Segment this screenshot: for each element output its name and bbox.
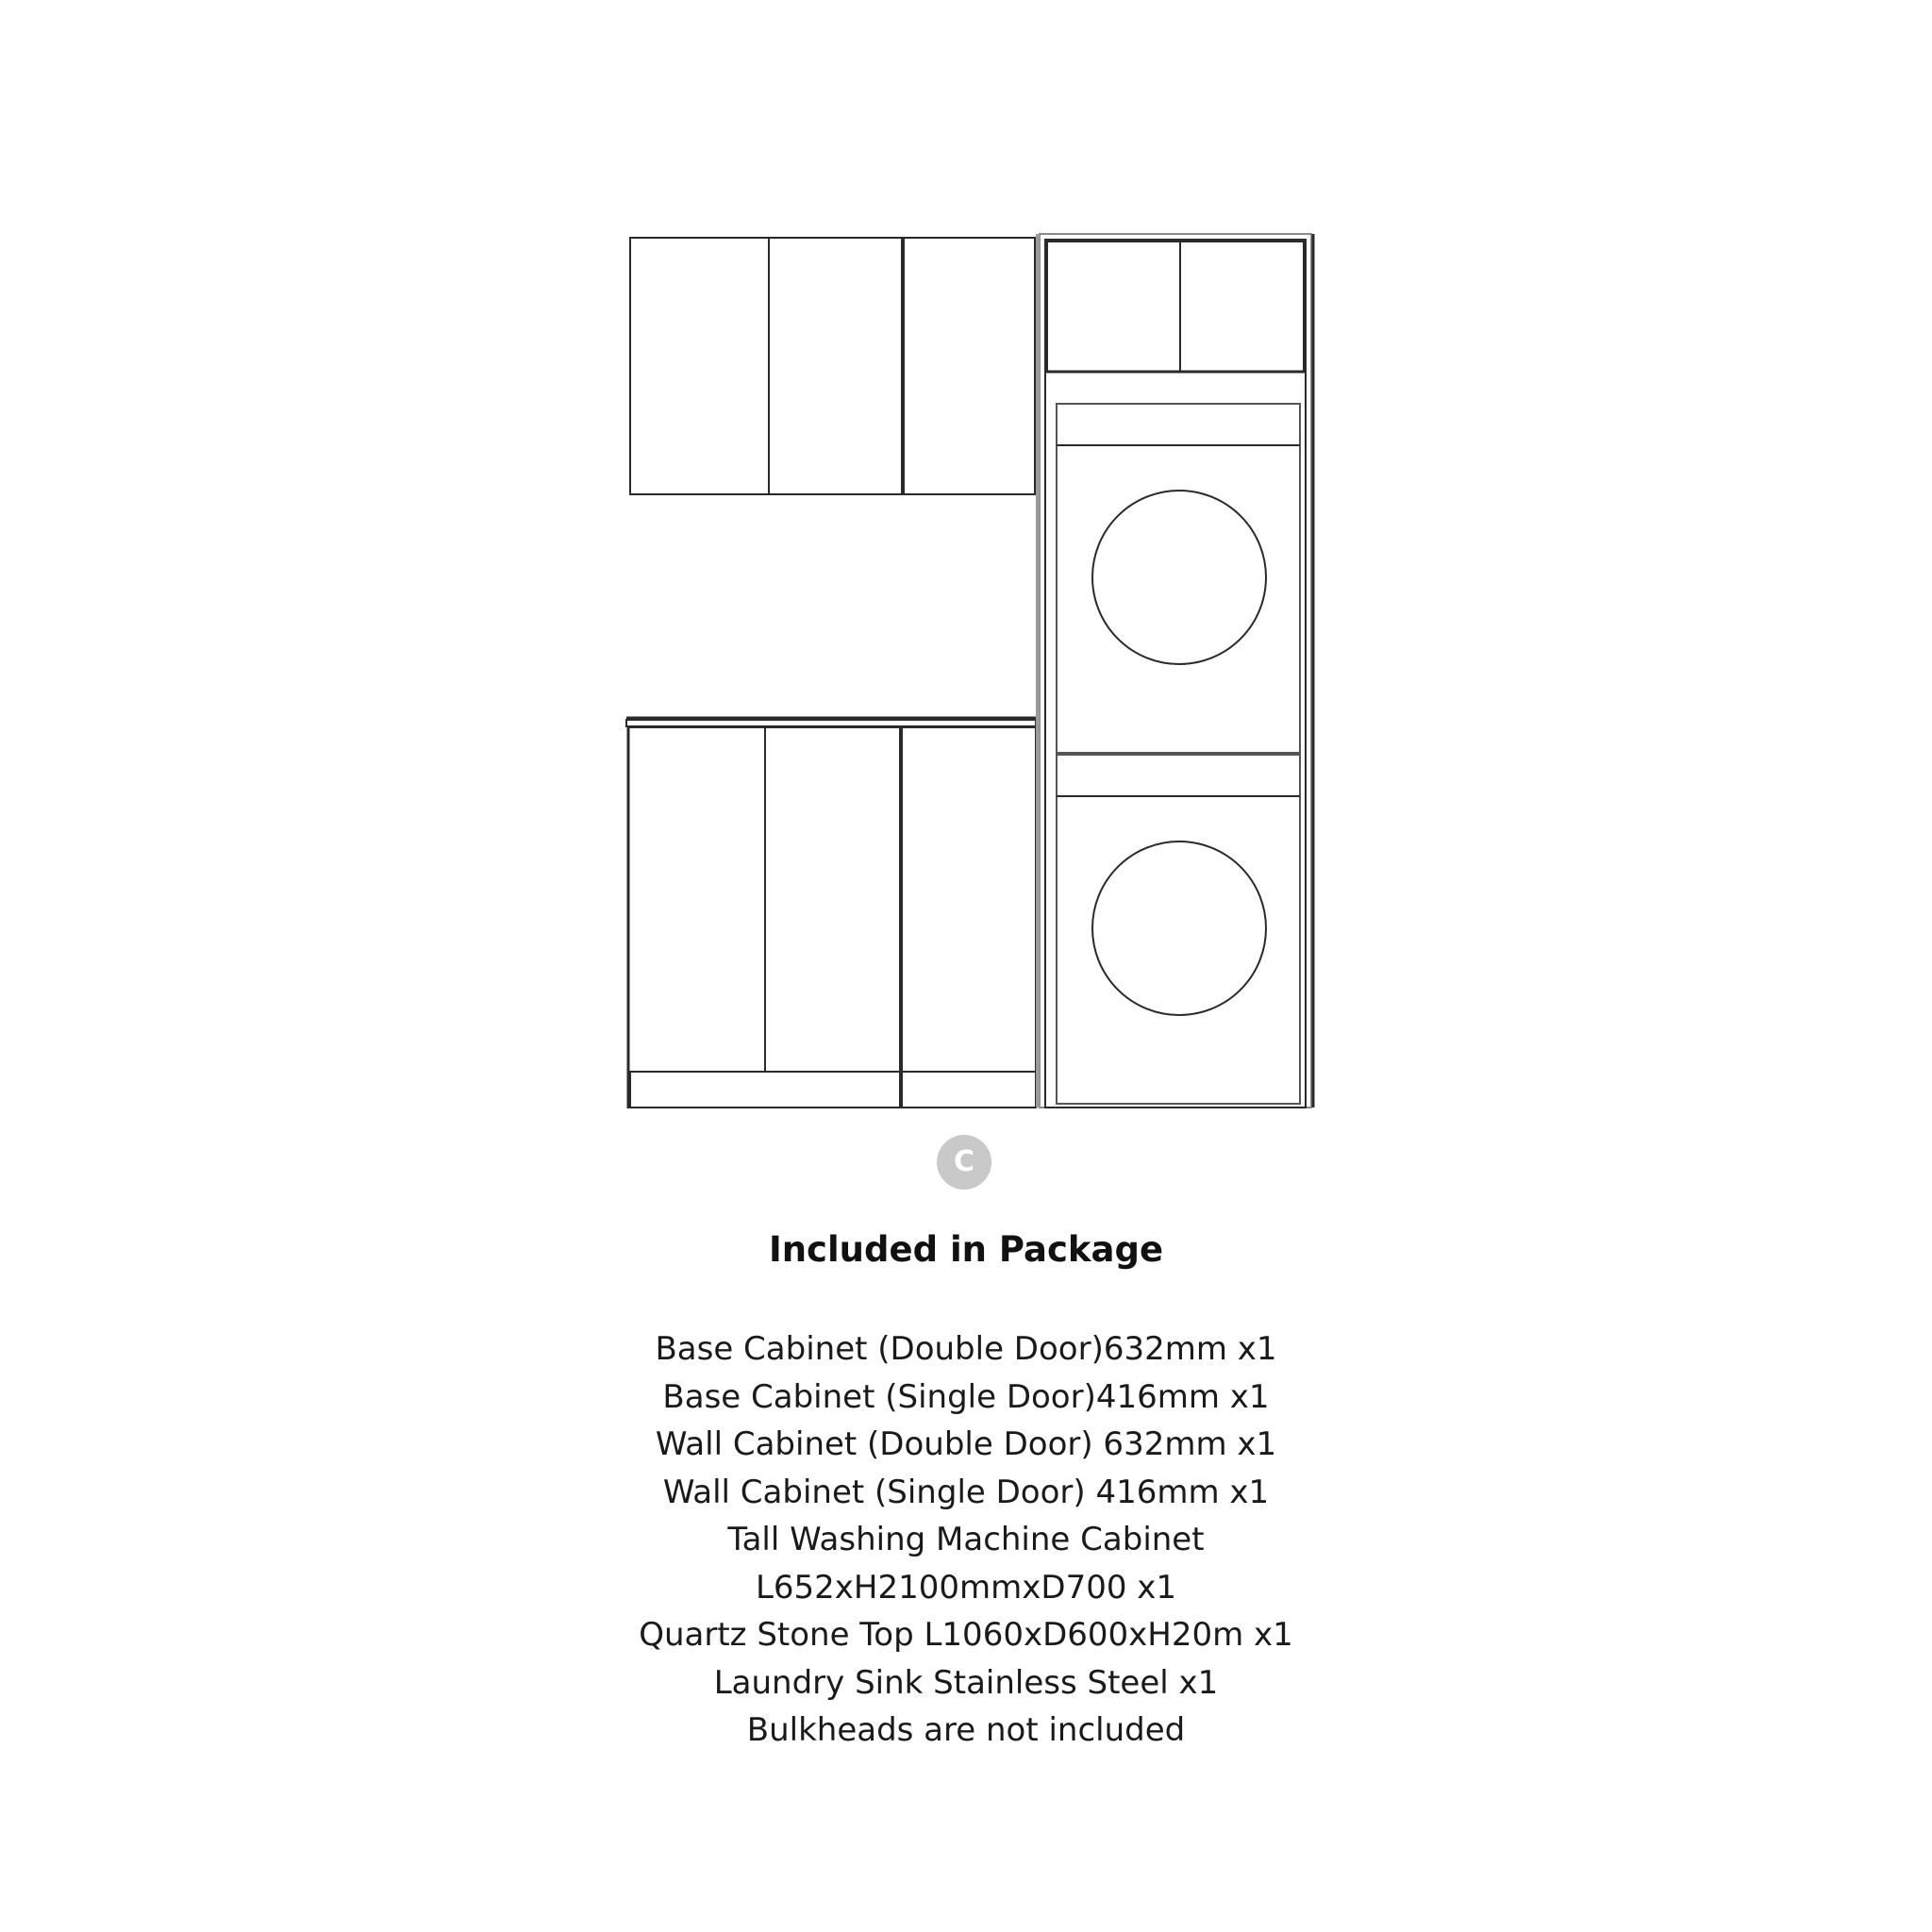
option-badge: C [937,1135,991,1190]
package-item: Tall Washing Machine Cabinet [727,1521,1205,1558]
countertop [626,720,1036,726]
wall-cabinet-door-2 [769,238,902,494]
package-item: Laundry Sink Stainless Steel x1 [713,1663,1219,1702]
wall-cabinet-door-1 [630,238,769,494]
base-cabinet-group [626,718,1036,1108]
base-cabinet-kickboard-right [902,1072,1036,1108]
package-item: Wall Cabinet (Single Door) 416mm x1 [662,1473,1270,1511]
wall-cabinet-door-3 [904,238,1035,494]
tall-cabinet-top-door-right [1180,242,1304,372]
package-item: Bulkheads are not included [746,1711,1186,1749]
washer-door [1092,841,1266,1015]
package-item: Wall Cabinet (Double Door) 632mm x1 [655,1425,1277,1463]
base-cabinet-kickboard-left [630,1072,900,1108]
base-cabinet-door-3 [902,727,1036,1072]
dryer-door [1092,491,1266,664]
package-item: Base Cabinet (Double Door)632mm x1 [655,1330,1277,1368]
package-item: Base Cabinet (Single Door)416mm x1 [662,1377,1270,1416]
package-item: L652xH2100mmxD700 x1 [755,1568,1177,1607]
package-title: Included in Package [768,1229,1164,1270]
base-cabinet-door-1 [628,727,765,1072]
wall-cabinet-group [630,238,1035,494]
package-item-list [0,1325,1932,1755]
tall-cabinet-top-door-left [1047,242,1180,372]
tall-washing-machine-cabinet [1038,234,1313,1108]
package-item: Quartz Stone Top L1060xD600xH20m x1 [639,1616,1293,1654]
base-cabinet-door-2 [765,727,900,1072]
